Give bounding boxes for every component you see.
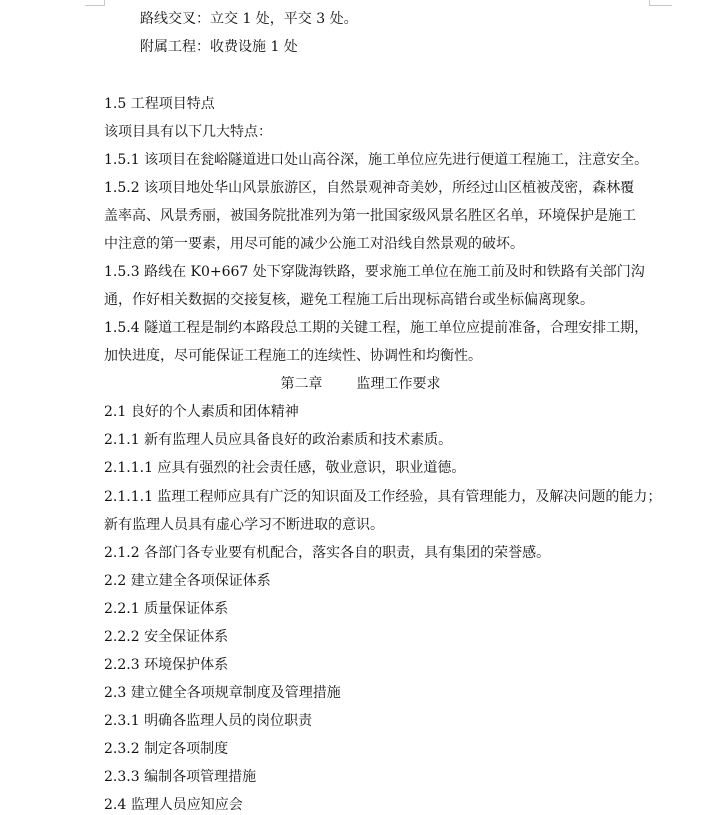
paragraph-1-5-3-line: 通，作好相关数据的交接复核，避免工程施工后出现标高错台或坐标偏离现象。 xyxy=(104,292,594,308)
section-intro: 该项目具有以下几大特点： xyxy=(104,124,272,140)
chapter-line: 2.3 建立健全各项规章制度及管理措施 xyxy=(104,685,341,701)
paragraph-1-5-4-line: 1.5.4 隧道工程是制约本路段总工期的关键工程，施工单位应提前准备，合理安排工期， xyxy=(104,320,649,336)
paragraph-1-5-2-line: 盖率高、风景秀丽，被国务院批准列为第一批国家级风景名胜区名单，环境保护是施工 xyxy=(104,208,636,224)
chapter-heading xyxy=(0,374,721,394)
chapter-line: 2.1 良好的个人素质和团体精神 xyxy=(104,404,299,420)
paragraph-1-5-3-line: 1.5.3 路线在 K0+667 处下穿陇海铁路，要求施工单位在施工前及时和铁路有关部门沟 xyxy=(104,264,645,280)
paragraph-1-5-4-line: 加快进度，尽可能保证工程施工的连续性、协调性和均衡性。 xyxy=(104,348,482,364)
chapter-line: 2.2 建立建全各项保证体系 xyxy=(104,573,271,589)
page-corner-mark-top-right xyxy=(649,0,672,6)
paragraph-1-5-1: 1.5.1 该项目在瓮峪隧道进口处山高谷深，施工单位应先进行便道工程施工，注意安全。 xyxy=(104,152,649,168)
chapter-line: 2.2.3 环境保护体系 xyxy=(104,657,229,673)
route-crossing-line: 路线交叉：立交 1 处，平交 3 处。 xyxy=(140,11,358,27)
paragraph-1-5-2-line: 中注意的第一要素，用尽可能的减少公施工对沿线自然景观的破坏。 xyxy=(104,236,524,252)
chapter-line: 2.1.1.1 应具有强烈的社会责任感，敬业意识，职业道德。 xyxy=(104,460,466,476)
chapter-line: 2.4 监理人员应知应会 xyxy=(104,797,243,813)
chapter-line: 2.3.2 制定各项制度 xyxy=(104,741,229,757)
chapter-line: 2.2.1 质量保证体系 xyxy=(104,601,229,617)
ancillary-works-line: 附属工程：收费设施 1 处 xyxy=(140,39,298,55)
page-corner-mark-top-left xyxy=(85,0,105,6)
chapter-line: 2.1.1.1 监理工程师应具有广泛的知识面及工作经验，具有管理能力，及解决问题的能力； xyxy=(104,489,662,505)
chapter-line: 2.1.2 各部门各专业要有机配合，落实各自的职责，具有集团的荣誉感。 xyxy=(104,545,551,561)
chapter-title: 监理工作要求 xyxy=(356,376,441,392)
chapter-line: 2.1.1 新有监理人员应具备良好的政治素质和技术素质。 xyxy=(104,432,453,448)
chapter-line: 2.3.3 编制各项管理措施 xyxy=(104,769,257,785)
chapter-line: 新有监理人员具有虚心学习不断进取的意识。 xyxy=(104,517,384,533)
chapter-line: 2.3.1 明确各监理人员的岗位职责 xyxy=(104,713,313,729)
paragraph-1-5-2-line: 1.5.2 该项目地处华山风景旅游区，自然景观神奇美妙，所经过山区植被茂密，森林覆 xyxy=(104,180,635,196)
chapter-label: 第二章 xyxy=(280,376,323,392)
chapter-line: 2.2.2 安全保证体系 xyxy=(104,629,229,645)
section-heading-1-5: 1.5 工程项目特点 xyxy=(104,96,215,112)
